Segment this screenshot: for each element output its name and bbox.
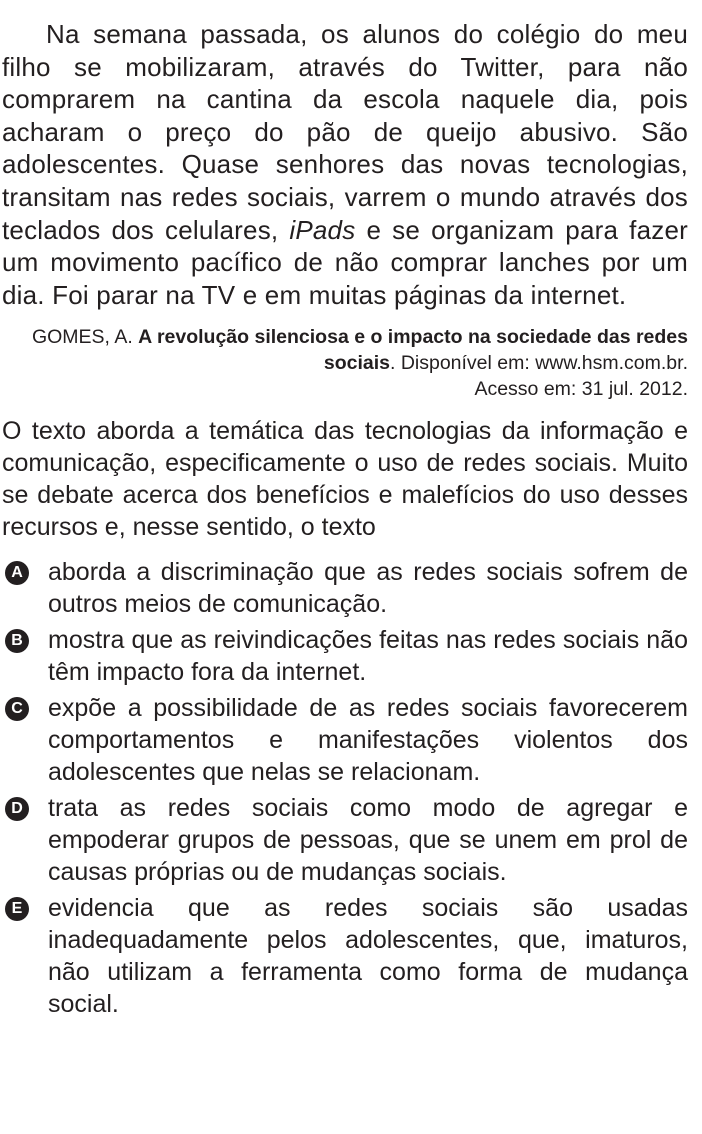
source-citation: [2, 324, 688, 402]
question-stem: O texto aborda a temática das tecnologias da informação e comunicação, especificamente o uso de redes sociais. Muito se debate acerca dos benefícios e malefícios do uso desses recursos e, nesse sentido, o texto: [2, 417, 688, 542]
option-b-letter-badge: B: [5, 629, 29, 653]
option-e[interactable]: [2, 892, 688, 1020]
option-c-text: expõe a possibilidade de as redes sociais favorecerem comportamentos e manifestações violentos dos adolescentes que nelas se relacionam.: [48, 694, 688, 787]
passage-part-1: Na semana passada, os alunos do colégio do meu filho se mobilizaram, através do Twitter, para não comprarem na cantina da escola naquele dia, pois acharam o preço do pão de queijo abusivo. São adolescentes. Quase senhores das novas tecnologias, transitam nas redes sociais, varrem o mundo através dos teclados dos celulares,: [2, 19, 688, 245]
passage-italic-term: iPads: [289, 214, 356, 245]
source-title: A revolução silenciosa e o impacto na sociedade das redes sociais: [138, 326, 688, 375]
passage-part-2: e se organizam para fazer um movimento pacífico de não comprar lanches por um dia. Foi parar na TV e em muitas páginas da internet.: [2, 214, 688, 310]
option-d[interactable]: [2, 792, 688, 888]
answer-options: [2, 556, 688, 1020]
source-availability: . Disponível em: www.hsm.com.br.: [389, 352, 688, 375]
option-e-letter-badge: E: [5, 897, 29, 921]
option-b-text: mostra que as reivindicações feitas nas redes sociais não têm impacto fora da internet.: [48, 626, 688, 687]
option-d-letter-badge: D: [5, 797, 29, 821]
source-author: GOMES, A.: [31, 326, 139, 349]
option-c-letter-badge: C: [5, 697, 29, 721]
option-a-text: aborda a discriminação que as redes sociais sofrem de outros meios de comunicação.: [48, 558, 688, 619]
option-e-text: evidencia que as redes sociais são usadas inadequadamente pelos adolescentes, que, imaturos, não utilizam a ferramenta como forma de mudança social.: [48, 894, 688, 1019]
option-a[interactable]: [2, 556, 688, 620]
source-access-date: Acesso em: 31 jul. 2012.: [474, 378, 688, 401]
option-b[interactable]: [2, 624, 688, 688]
option-a-letter-badge: A: [5, 561, 29, 585]
option-d-text: trata as redes sociais como modo de agregar e empoderar grupos de pessoas, que se unem em prol de causas próprias ou de mudanças sociais.: [48, 794, 688, 887]
passage-text: [2, 18, 688, 311]
option-c[interactable]: [2, 692, 688, 788]
